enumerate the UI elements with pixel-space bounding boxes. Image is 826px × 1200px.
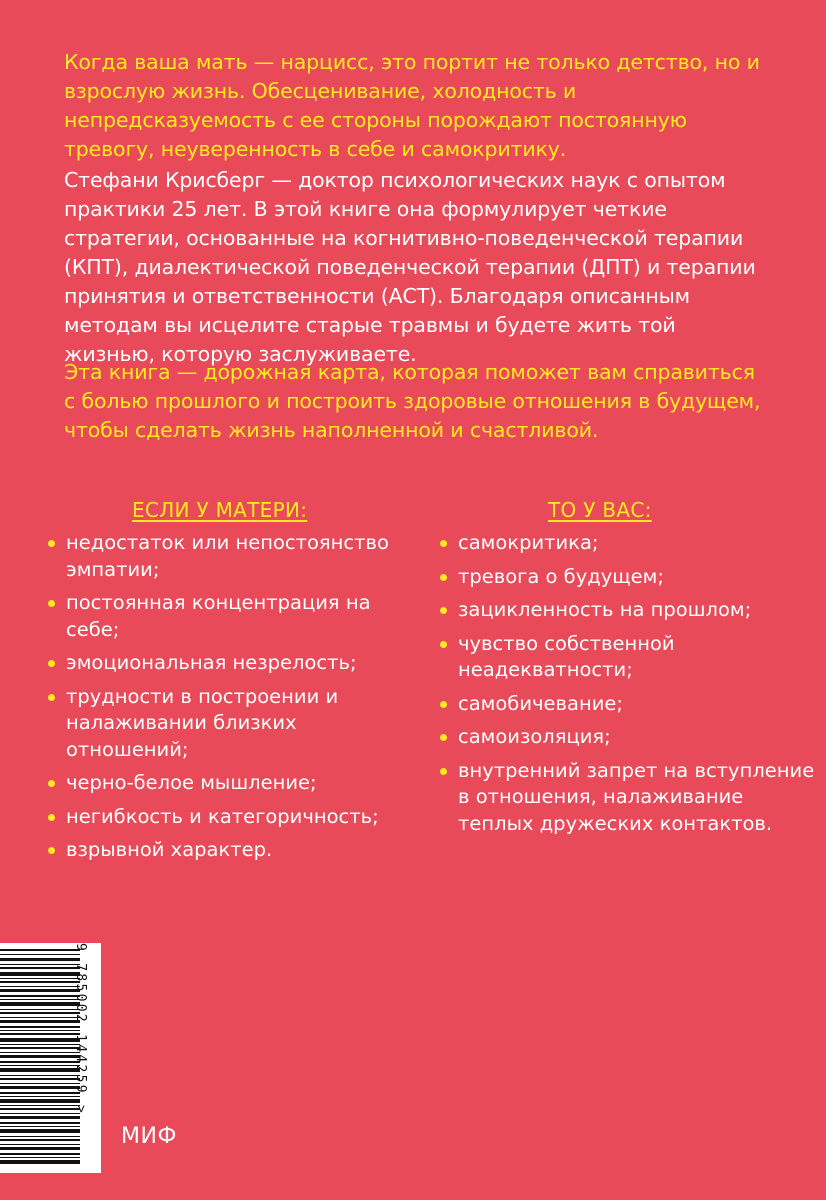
list-item [44,530,414,583]
bullet-icon [440,641,447,648]
list-item-text: взрывной характер. [66,838,273,861]
list-item [44,684,414,764]
intro-paragraph-1: Когда ваша мать — нарцисс, это портит не только детство, но и взрослую жизнь. Обесценивание, холодность и непредсказуемость с ее стороны порождают постоянную тревогу, неуверенность в себе и самокритику. [64,50,760,161]
list-item [436,530,816,557]
list-item [436,631,816,684]
list-item-text: самобичевание; [458,691,623,715]
bullet-icon [48,694,55,701]
list-item [436,758,816,838]
list-item [436,724,816,751]
intro-paragraph-2: Стефани Крисберг — доктор психологических наук с опытом практики 25 лет. В этой книге она формулирует четкие стратегии, основанные на когнитивно-поведенческой терапии (КПТ), диалектической поведенческой терапии (ДПТ) и терапии принятия и ответственности (АСТ). Благодаря описанным методам вы исцелите старые травмы и будете жить той жизнью, которую заслуживаете. [64,168,756,366]
list-item [44,650,414,677]
bullet-icon [440,540,447,547]
list-item [436,691,816,718]
bullet-icon [48,600,55,607]
list-item [436,564,816,591]
list-item-text: самоизоляция; [458,725,611,748]
list-item-text: трудности в построении и налаживании близких отношений; [66,684,339,761]
list-item-text: постоянная концентрация на себе; [66,591,371,641]
publisher-logo: МИФ [121,1124,177,1149]
list-item [436,597,816,624]
list-item-text: зацикленность на прошлом; [458,598,752,621]
bullet-icon [440,734,447,741]
list-item [44,837,414,864]
bullet-icon [440,574,447,581]
bullet-icon [48,660,55,667]
list-item [44,804,414,831]
bullet-icon [48,540,55,547]
bullet-icon [440,701,447,708]
list-item-text: черно-белое мышление; [66,771,317,794]
list-item [44,590,414,643]
mother-traits-list [44,530,414,871]
list-item-text: негибкость и категоричность; [66,804,379,828]
bullet-icon [48,847,55,854]
isbn-number: 9 785002 144259 > [73,943,88,1116]
your-effects-list [436,530,816,844]
list-item-text: недостаток или непостоянство эмпатии; [66,531,389,581]
list-item-text: чувство собственной неадекватности; [458,631,675,681]
list-item-text: внутренний запрет на вступление в отношения, налаживание теплых дружеских контактов. [458,758,815,835]
list-item-text: эмоциональная незрелость; [66,651,357,674]
bullet-icon [440,768,447,775]
isbn-barcode [0,943,101,1173]
bullet-icon [48,814,55,821]
bullet-icon [440,607,447,614]
left-column-heading: ЕСЛИ У МАТЕРИ: [132,498,308,522]
bullet-icon [48,780,55,787]
intro-paragraph-3: Эта книга — дорожная карта, которая поможет вам справиться с болью прошлого и построить здоровые отношения в будущем, чтобы сделать жизнь наполненной и счастливой. [64,360,761,442]
list-item [44,770,414,797]
right-column-heading: ТО У ВАС: [548,498,652,522]
list-item-text: самокритика; [458,531,599,554]
list-item-text: тревога о будущем; [458,564,664,588]
